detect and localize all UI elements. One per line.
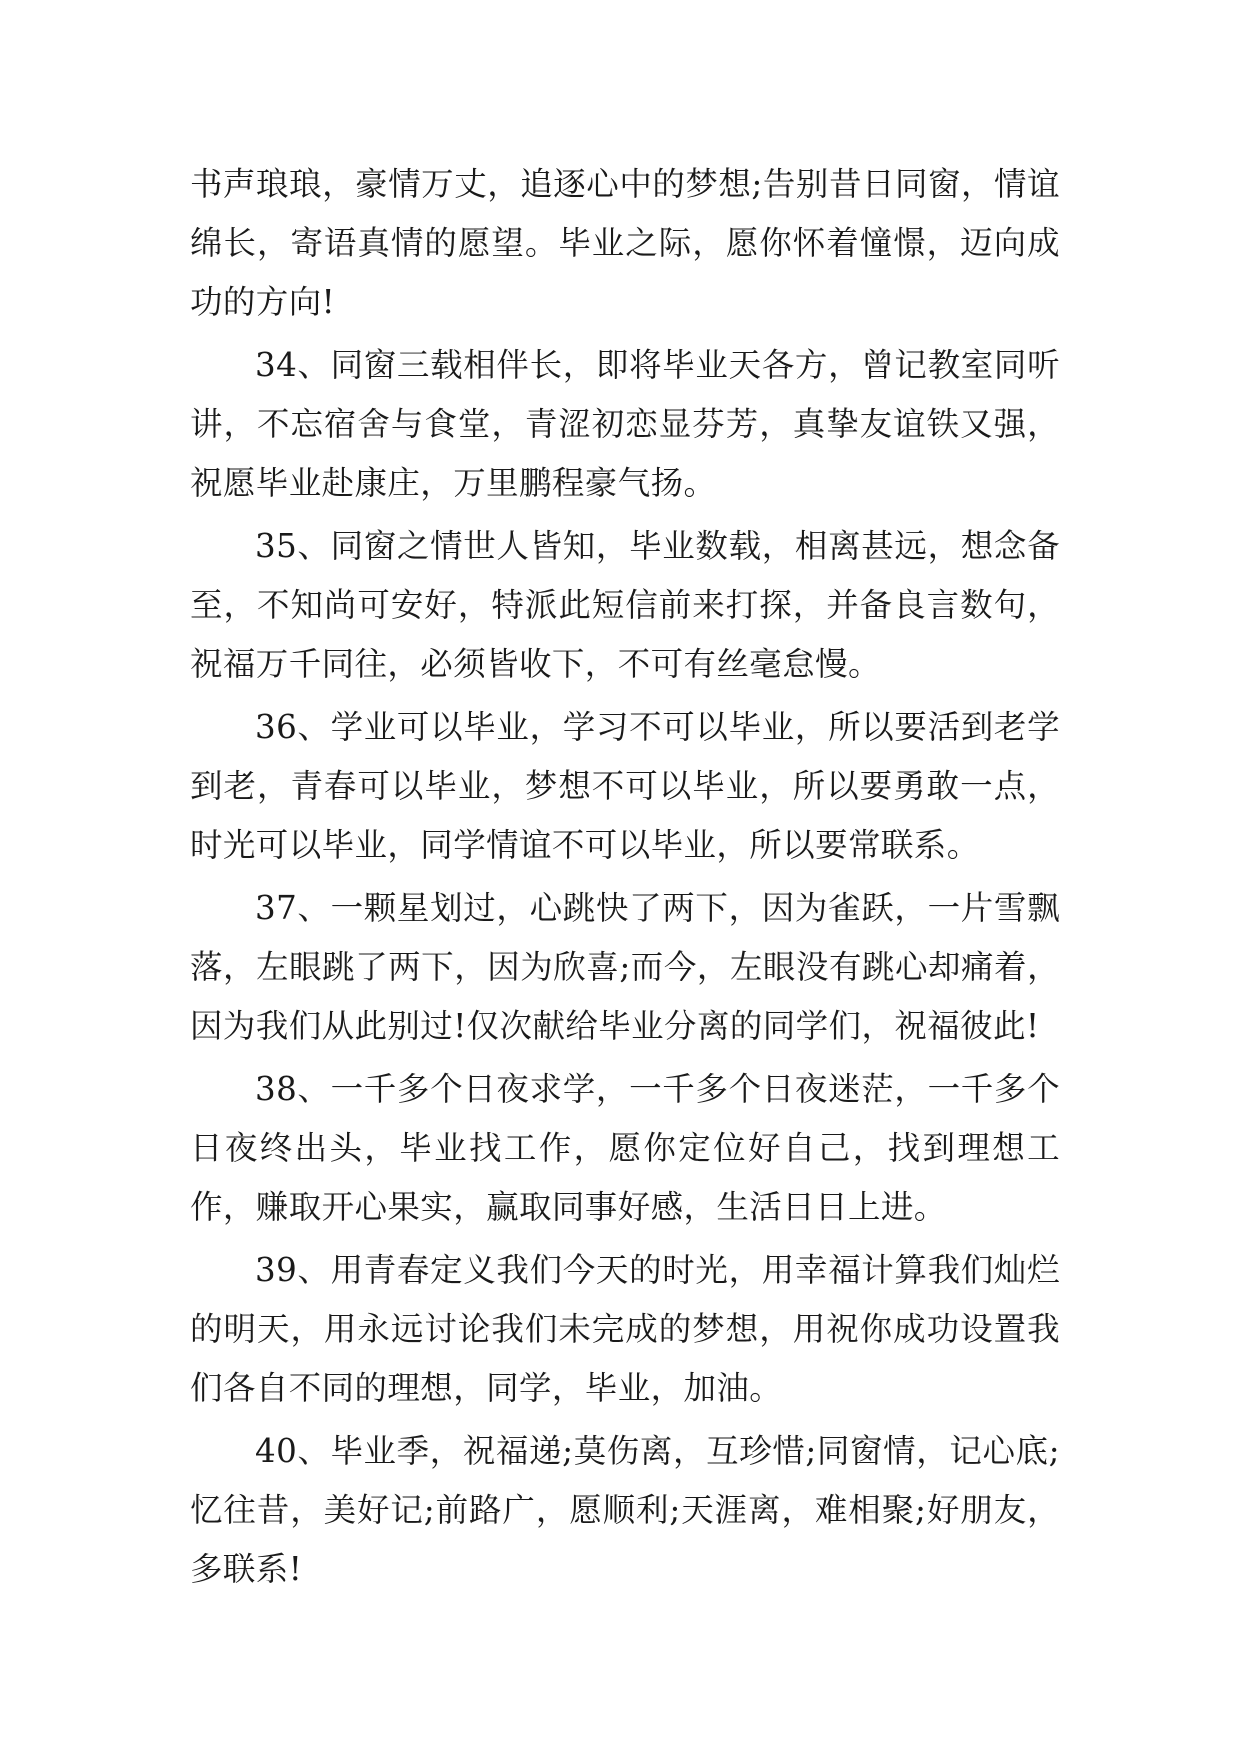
paragraph-continuation: 书声琅琅，豪情万丈，追逐心中的梦想;告别昔日同窗，情谊绵长，寄语真情的愿望。毕业之际，愿你怀着憧憬，迈向成功的方向! bbox=[190, 165, 1060, 321]
paragraph-35: 35、同窗之情世人皆知，毕业数载，相离甚远，想念备至，不知尚可安好，特派此短信前来打探，并备良言数句，祝福万千同往，必须皆收下，不可有丝毫怠慢。 bbox=[190, 527, 1060, 683]
paragraph-36: 36、学业可以毕业，学习不可以毕业，所以要活到老学到老，青春可以毕业，梦想不可以毕业，所以要勇敢一点，时光可以毕业，同学情谊不可以毕业，所以要常联系。 bbox=[190, 708, 1060, 864]
paragraph-37: 37、一颗星划过，心跳快了两下，因为雀跃，一片雪飘落，左眼跳了两下，因为欣喜;而今，左眼没有跳心却痛着，因为我们从此别过!仅次献给毕业分离的同学们，祝福彼此! bbox=[190, 889, 1060, 1045]
paragraph-40: 40、毕业季，祝福递;莫伤离，互珍惜;同窗情，记心底;忆往昔，美好记;前路广，愿顺利;天涯离，难相聚;好朋友，多联系! bbox=[190, 1432, 1060, 1588]
paragraph-39: 39、用青春定义我们今天的时光，用幸福计算我们灿烂的明天，用永远讨论我们未完成的梦想，用祝你成功设置我们各自不同的理想，同学，毕业，加油。 bbox=[190, 1251, 1060, 1407]
document-body bbox=[190, 155, 1060, 1603]
paragraph-38: 38、一千多个日夜求学，一千多个日夜迷茫，一千多个日夜终出头，毕业找工作，愿你定位好自己，找到理想工作，赚取开心果实，赢取同事好感，生活日日上进。 bbox=[190, 1070, 1060, 1226]
paragraph-34: 34、同窗三载相伴长，即将毕业天各方，曾记教室同听讲，不忘宿舍与食堂，青涩初恋显芬芳，真挚友谊铁又强，祝愿毕业赴康庄，万里鹏程豪气扬。 bbox=[190, 346, 1060, 502]
